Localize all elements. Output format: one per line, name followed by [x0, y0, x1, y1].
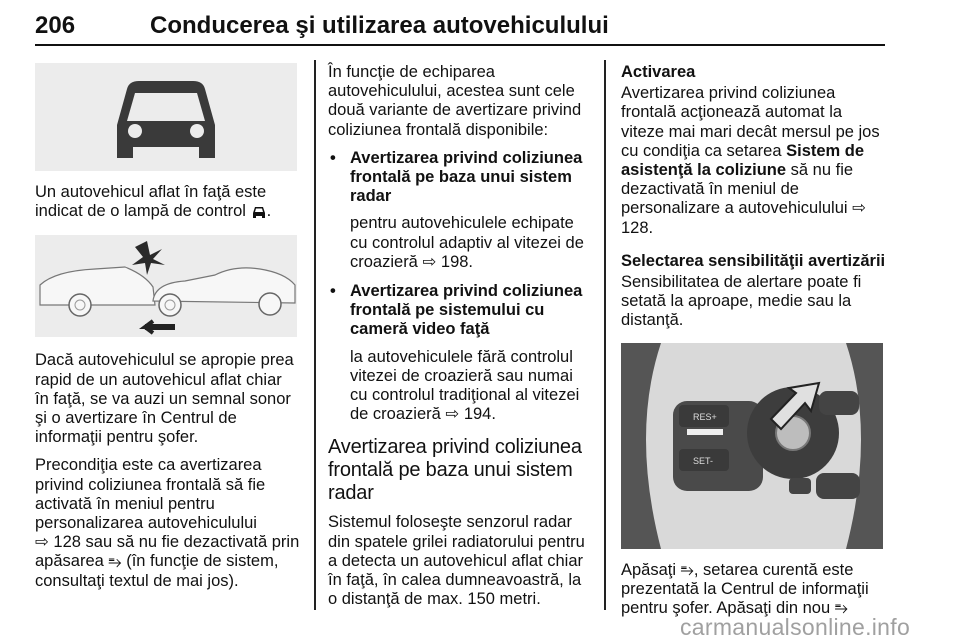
set-button-label: SET- [693, 455, 714, 466]
bullet-text: la autovehiculele fără controlul vitezei de croazieră sau numai cu controlul tradiţional al vitezei de croazieră [350, 347, 580, 424]
section-heading: Avertizarea privind coliziunea frontală pe baza unui sistem radar [328, 436, 582, 505]
precondition-text: Precondiţia este ca avertizarea privind coliziunea frontală să fie activată în meniul pentru personalizarea autovehiculului [35, 456, 266, 533]
press-text: Apăsaţi [621, 560, 677, 579]
distance-button-icon: ⥱ [108, 552, 122, 571]
steering-wheel-controls-icon [621, 343, 883, 549]
bullet-text: pentru autovehiculele echipate cu controlul adaptiv al vitezei de croazieră [350, 214, 584, 271]
page-number: 206 [35, 12, 76, 39]
page-ref: 128. [621, 218, 654, 237]
collision-icon [35, 235, 297, 337]
page-header [35, 8, 885, 46]
bullet-title: Avertizarea privind coliziunea frontală pe sistemului cu cameră video faţă [350, 282, 583, 339]
steering-wheel-illustration [621, 343, 883, 549]
bullet-icon: • [330, 148, 336, 167]
activation-text: Avertizarea privind coliziunea frontală acţionează automat la viteze mai mari decât mersul pe jos cu condiţia ca setarea [621, 84, 880, 160]
activation-heading: Activarea [621, 63, 696, 81]
list-item [328, 149, 593, 207]
collision-illustration [35, 235, 297, 337]
car-ahead-text: Un autovehicul aflat în faţă este [35, 183, 267, 201]
column-2 [328, 63, 593, 618]
car-front-illustration [35, 63, 297, 171]
page-title: Conducerea şi utilizarea autovehiculului [150, 12, 609, 39]
bullet-title: Avertizarea privind coliziunea frontală pe baza unui sistem radar [350, 148, 583, 206]
page-ref-icon: ⇨ [852, 199, 866, 218]
column-divider [604, 60, 606, 610]
precondition-text-2: 128 sau să nu fie dezactivată prin apăsarea [35, 533, 300, 571]
car-front-icon [251, 205, 267, 219]
bullet-description [328, 214, 593, 272]
sensitivity-heading: Selectarea sensibilităţii avertizării [621, 251, 886, 270]
activation-text-2: să nu fie dezactivată în meniul de personalizare a autovehiculului [621, 161, 854, 218]
distance-button-icon: ⥱ [680, 560, 694, 579]
page-ref-icon: ⇨ [422, 252, 437, 271]
column-3 [621, 63, 888, 627]
distance-button-icon: ⥱ [834, 599, 848, 618]
car-ahead-text-2: indicat de o lampă de control [35, 202, 246, 221]
page-ref: 198. [440, 252, 474, 271]
watermark: carmanualsonline.info [680, 614, 911, 640]
precondition-text-3: (în funcţie de sistem, consultaţi textul de mai jos). [35, 552, 279, 590]
page-ref-icon: ⇨ [445, 405, 460, 424]
approach-warning-text: Dacă autovehiculul se apropie prea rapid de un autovehicul aflat chiar în faţă, se va auzi un semnal sonor şi o avertizare în Centrul de informaţii pentru şofer. [35, 351, 294, 447]
car-front-icon [35, 63, 297, 171]
bullet-icon: • [330, 282, 336, 301]
column-1 [35, 63, 300, 600]
page-ref: 194. [463, 405, 496, 424]
resume-button-label: RES+ [693, 411, 717, 422]
sensitivity-text: Sensibilitatea de alertare poate fi setată la aproape, medie sau la distanţă. [621, 273, 862, 330]
press-text-2: , setarea curentă este prezentată la Centrul de informaţii pentru şofer. Apăsaţi din nou [621, 560, 869, 618]
intro-text: În funcţie de echiparea autovehiculului, acestea sunt cele două variante de avertizare privind coliziunea frontală disponibile: [328, 63, 582, 139]
list-item [328, 282, 593, 340]
radar-description: Sistemul foloseşte senzorul radar din spatele grilei radiatorului pentru a detecta un autovehicul aflat chiar în faţă, în calea dumneavoastră, la o distanţă de max. 150 metri. [328, 513, 585, 609]
setting-name: Sistem de asistenţă la coliziune [621, 141, 865, 180]
bullet-description [328, 348, 593, 425]
column-divider [314, 60, 316, 610]
punctuation: . [266, 202, 272, 221]
page-ref-icon: ⇨ [35, 533, 49, 552]
